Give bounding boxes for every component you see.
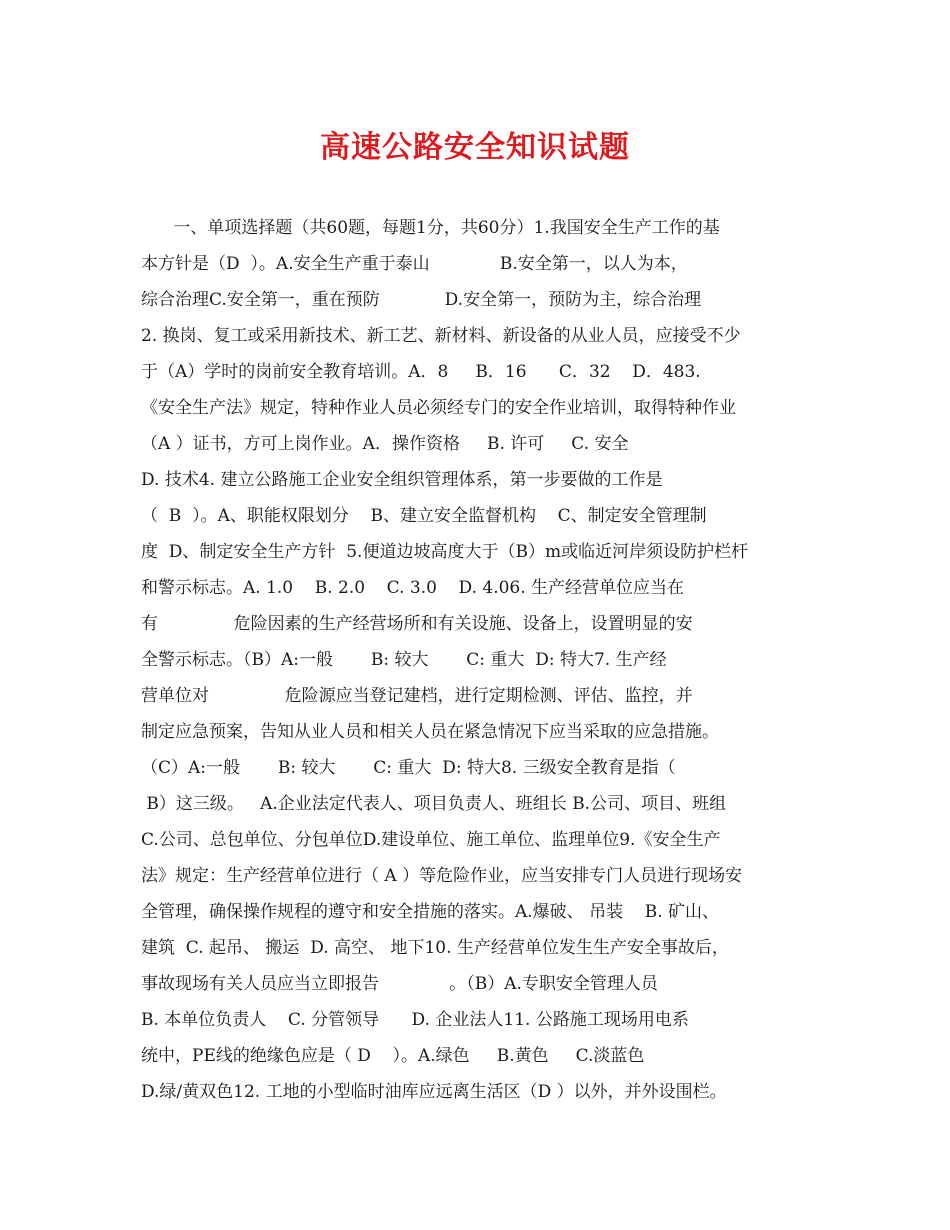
- text-line: （A ）证书，方可上岗作业。A．操作资格 B. 许可 C. 安全: [141, 434, 629, 454]
- text-line: D.绿/黄双色12. 工地的小型临时油库应远离生活区（D ）以外，并外设围栏。: [141, 1082, 727, 1102]
- text-line: 制定应急预案，告知从业人员和相关人员在紧急情况下应当采取的应急措施。: [141, 722, 719, 742]
- text-line: 综合治理C.安全第一，重在预防 D.安全第一，预防为主，综合治理: [141, 290, 702, 310]
- page-title: 高速公路安全知识试题: [320, 130, 630, 165]
- text-line: 建筑 C. 起吊、 搬运 D. 高空、 地下10. 生产经营单位发生生产安全事故后，: [141, 938, 729, 958]
- text-line: 法》规定：生产经营单位进行（ A ）等危险作业，应当安排专门人员进行现场安: [141, 866, 743, 886]
- text-line: B. 本单位负责人 C. 分管领导 D. 企业法人11. 公路施工现场用电系: [141, 1010, 689, 1030]
- text-line: 有 危险因素的生产经营场所和有关设施、设备上，设置明显的安: [141, 614, 693, 634]
- text-line: 全管理，确保操作规程的遵守和安全措施的落实。A.爆破、 吊装 B. 矿山、: [141, 902, 719, 922]
- text-line: 和警示标志。A. 1.0 B. 2.0 C. 3.0 D. 4.06. 生产经营单位应当在: [141, 578, 685, 598]
- text-line: B）这三级。 A.企业法定代表人、项目负责人、班组长 B.公司、项目、班组: [141, 794, 727, 814]
- text-line: 一、单项选择题（共60题，每题1分，共60分）1.我国安全生产工作的基: [141, 218, 720, 238]
- text-line: （ B ）。A、职能权限划分 B、建立安全监督机构 C、制定安全管理制: [141, 506, 707, 526]
- text-line: 统中，PE线的绝缘色应是（ D ）。A.绿色 B.黄色 C.淡蓝色: [141, 1046, 645, 1066]
- text-line: 全警示标志。（B）A:一般 B: 较大 C: 重大 D: 特大7. 生产经: [141, 650, 667, 670]
- text-line: D. 技术4. 建立公路施工企业安全组织管理体系，第一步要做的工作是: [141, 470, 663, 490]
- text-line: 于（A）学时的岗前安全教育培训。A．8 B．16 C．32 D．483.: [141, 362, 701, 382]
- text-line: 度 D、制定安全生产方针 5.便道边坡高度大于（B）m或临近河岸须设防护栏杆: [141, 542, 749, 562]
- text-line: C.公司、总包单位、分包单位D.建设单位、施工单位、监理单位9.《安全生产: [141, 830, 721, 850]
- text-line: 营单位对 危险源应当登记建档，进行定期检测、评估、监控，并: [141, 686, 693, 706]
- text-line: 2. 换岗、复工或采用新技术、新工艺、新材料、新设备的从业人员，应接受不少: [141, 326, 741, 346]
- text-line: 《安全生产法》规定，特种作业人员必须经专门的安全作业培训，取得特种作业: [141, 398, 736, 418]
- text-line: 本方针是（D ）。A.安全生产重于泰山 B.安全第一，以人为本，: [141, 254, 688, 274]
- question-text-body: [141, 210, 817, 1110]
- text-line: 事故现场有关人员应当立即报告 。（B）A.专职安全管理人员: [141, 974, 658, 994]
- text-line: （C）A:一般 B: 较大 C: 重大 D: 特大8. 三级安全教育是指（: [141, 758, 676, 778]
